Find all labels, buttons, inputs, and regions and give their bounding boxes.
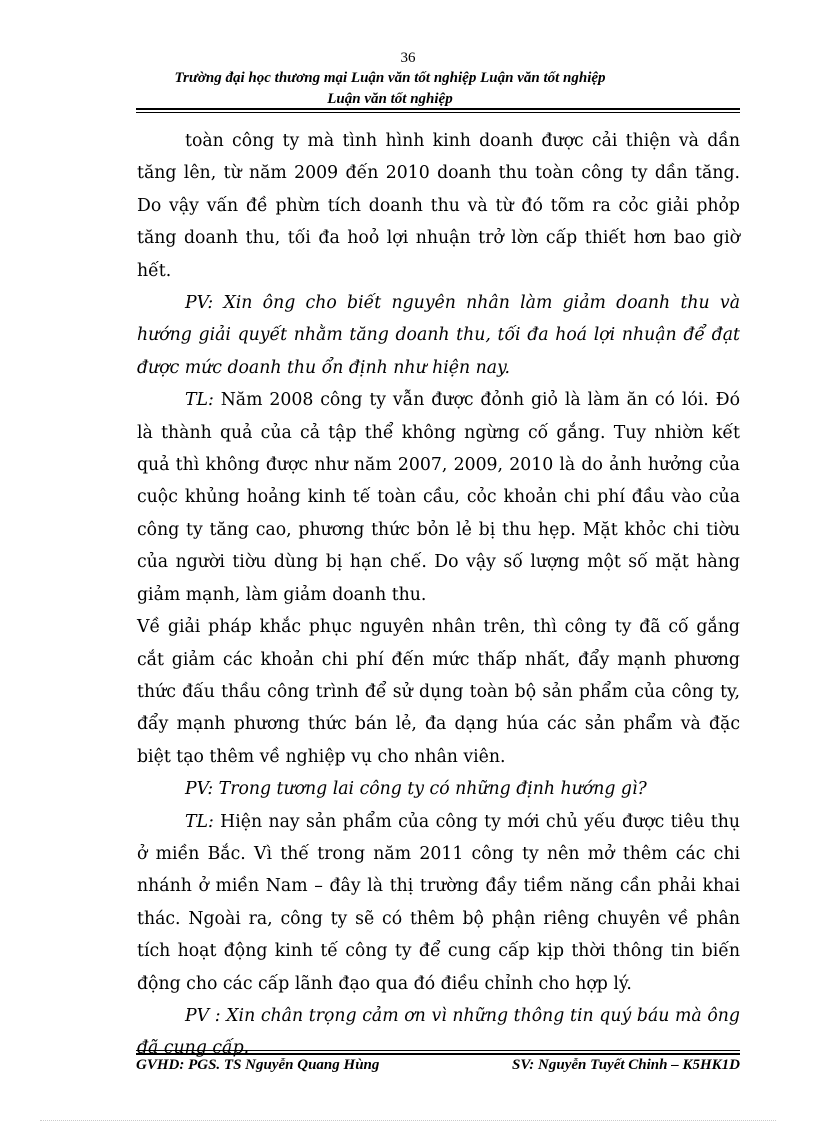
paragraph-intro: toàn công ty mà tình hình kinh doanh được cải thiện và dần tăng lên, từ năm 2009 đến 2010 doanh thu toàn công ty dần tăng. Do vậy vấn đề phừn tích doanh thu và từ đó tõm ra cỏc giải phỏp tăng doanh thu, tối đa hoỏ lợi nhuận trở lờn cấp thiết hơn bao giờ hết.: [137, 131, 740, 281]
header-rule-top: [136, 108, 740, 110]
page-edge-divider: [40, 1120, 776, 1121]
paragraph-solutions: Về giải pháp khắc phục nguyên nhân trên, thì công ty đã cố gắng cắt giảm các khoản chi phí đến mức thấp nhất, đẩy mạnh phương thức đấu thầu công trình để sử dụng toàn bộ sản phẩm của công ty, đẩy mạnh phương thức bán lẻ, đa dạng húa các sản phẩm và đặc biệt tạo thêm về nghiệp vụ cho nhân viên.: [137, 617, 740, 767]
footer-student: SV: Nguyễn Tuyết Chinh – K5HK1D: [512, 1057, 740, 1073]
answer-text: Hiện nay sản phẩm của công ty mới chủ yếu được tiêu thụ ở miền Bắc. Vì thế trong năm 2011 công ty nên mở thêm các chi nhánh ở miền Nam – đây là thị trường đầy tiềm năng cần phải khai thác. Ngoài ra, công ty sẽ có thêm bộ phận riêng chuyên về phân tích hoạt động kinh tế công ty để cung cấp kịp thời thông tin biến động cho các cấp lãnh đạo qua đó điều chỉnh cho hợp lý.: [137, 811, 740, 994]
header-title-line2: Luận văn tốt nghiệp: [327, 91, 453, 107]
answer-2: [137, 806, 740, 1000]
question-3: PV : Xin chân trọng cảm ơn vì những thông tin quý báu mà ông đã cung cấp.: [137, 1005, 740, 1059]
header-rule-bottom: [136, 112, 740, 113]
question-2: PV: Trong tương lai công ty có những định hướng gì?: [185, 779, 647, 800]
page-number: 36: [400, 50, 416, 66]
header-title: [130, 68, 650, 110]
question-1: PV: Xin ông cho biết nguyên nhân làm giảm doanh thu và hướng giải quyết nhằm tăng doanh thu, tối đa hoá lợi nhuận để đạt được mức doanh thu ổn định như hiện nay.: [137, 293, 740, 378]
footer-supervisor: GVHD: PGS. TS Nguyễn Quang Hùng: [136, 1057, 380, 1073]
answer-label: TL:: [185, 390, 214, 411]
footer-rule-top: [136, 1050, 740, 1051]
answer-1: [137, 384, 740, 611]
answer-text: Năm 2008 công ty vẫn được đỏnh giỏ là làm ăn có lói. Đó là thành quả của cả tập thể không ngừng cố gắng. Tuy nhiờn kết quả thì không được như năm 2007, 2009, 2010 là do ảnh hưởng của cuộc khủng hoảng kinh tế toàn cầu, cỏc khoản chi phí đầu vào của công ty tăng cao, phương thức bỏn lẻ bị thu hẹp. Mặt khỏc chi tiờu của người tiờu dùng bị hạn chế. Do vậy số lượng một số mặt hàng giảm mạnh, làm giảm doanh thu.: [137, 390, 740, 605]
document-body: [137, 125, 740, 1065]
answer-label: TL:: [185, 811, 214, 832]
header-title-line1: Trường đại học thương mại Luận văn tốt nghiệp Luận văn tốt nghiệp: [174, 70, 606, 86]
footer-rule-bottom: [136, 1053, 740, 1055]
